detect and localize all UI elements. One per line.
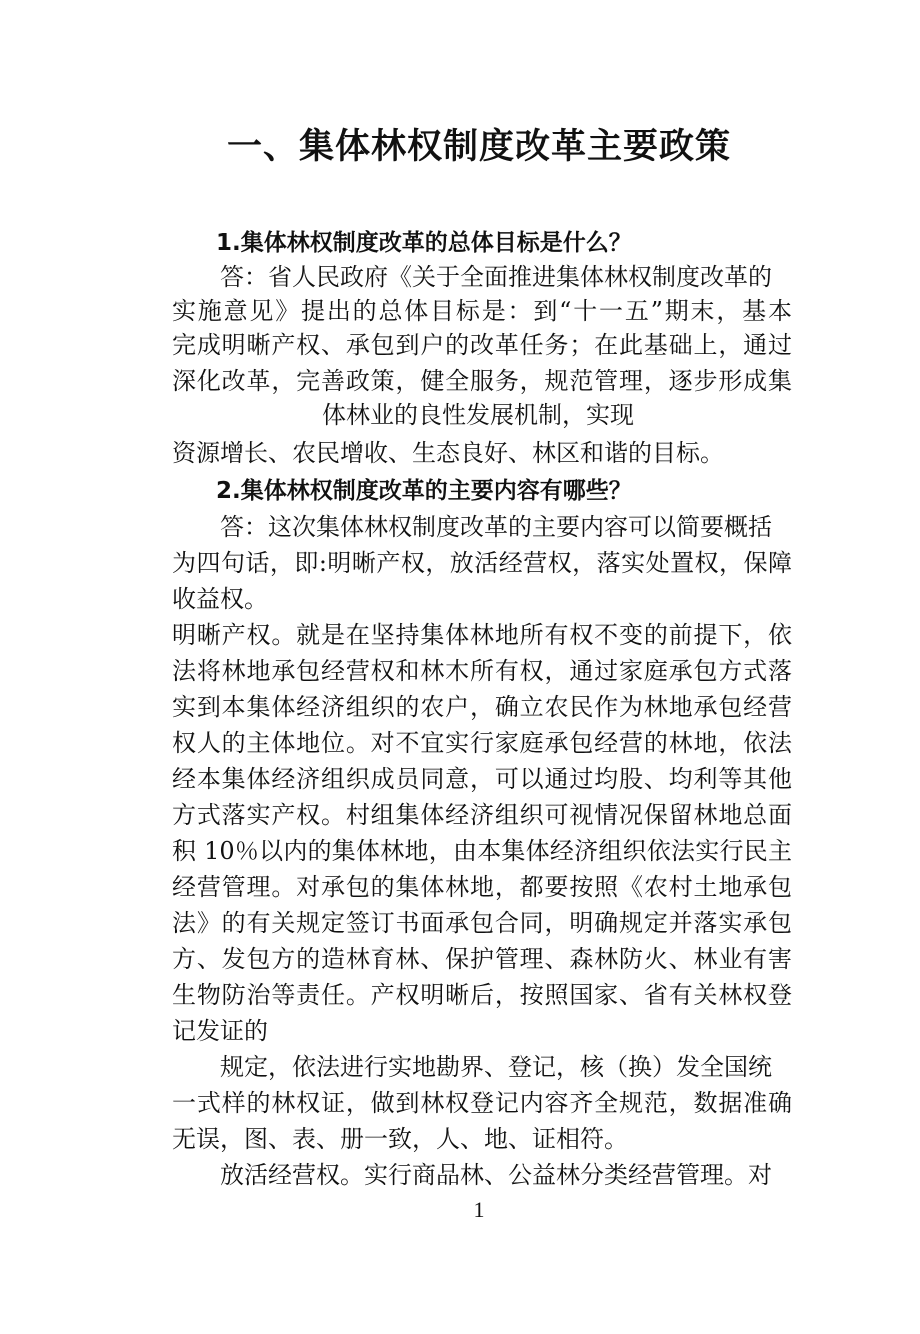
answer-2-line-3: 收益权。: [172, 585, 268, 613]
answer-2-line-1: 答：这次集体林权制度改革的主要内容可以简要概括: [220, 513, 772, 541]
body-line-9: 法》的有关规定签订书面承包合同，明确规定并落实承包: [172, 909, 792, 937]
body-line-3: 实到本集体经济组织的农户，确立农民作为林地承包经营: [172, 693, 792, 721]
body-line-12: 记发证的: [172, 1017, 268, 1045]
answer-2-line-2: 为四句话，即:明晰产权，放活经营权，落实处置权，保障: [172, 549, 792, 577]
answer-1-line-1: 答：省人民政府《关于全面推进集体林权制度改革的: [220, 263, 772, 291]
answer-1-line-6: 资源增长、农民增收、生态良好、林区和谐的目标。: [172, 439, 724, 467]
body-line-13: 规定，依法进行实地勘界、登记，核（换）发全国统: [220, 1053, 772, 1081]
body-line-16: 放活经营权。实行商品林、公益林分类经营管理。对: [220, 1161, 772, 1189]
body-line-1: 明晰产权。就是在坚持集体林地所有权不变的前提下，依: [172, 621, 792, 649]
body-line-5: 经本集体经济组织成员同意，可以通过均股、均利等其他: [172, 765, 792, 793]
body-line-14: 一式样的林权证，做到林权登记内容齐全规范，数据准确: [172, 1089, 792, 1117]
page-title: 一、集体林权制度改革主要政策: [226, 127, 731, 167]
question-1: 1.集体林权制度改革的总体目标是什么？: [216, 230, 632, 256]
body-line-11: 生物防治等责任。产权明晰后，按照国家、省有关林权登: [172, 981, 792, 1009]
body-line-8: 经营管理。对承包的集体林地，都要按照《农村土地承包: [172, 873, 792, 901]
body-line-4: 权人的主体地位。对不宜实行家庭承包经营的林地，依法: [172, 729, 792, 757]
question-2: 2.集体林权制度改革的主要内容有哪些？: [216, 478, 632, 504]
answer-1-line-4: 深化改革，完善政策，健全服务，规范管理，逐步形成集: [172, 367, 792, 395]
answer-1-line-5: 体林业的良性发展机制，实现: [322, 401, 634, 429]
body-line-15: 无误，图、表、册一致，人、地、证相符。: [172, 1125, 628, 1153]
answer-1-line-2: 实施意见》提出的总体目标是：到“十一五”期末，基本: [172, 297, 792, 325]
answer-1-line-3: 完成明晰产权、承包到户的改革任务；在此基础上，通过: [172, 331, 792, 359]
page-number: 1: [473, 1197, 485, 1222]
body-line-2: 法将林地承包经营权和林木所有权，通过家庭承包方式落: [172, 657, 792, 685]
body-line-10: 方、发包方的造林育林、保护管理、森林防火、林业有害: [172, 945, 792, 973]
body-line-6: 方式落实产权。村组集体经济组织可视情况保留林地总面: [172, 801, 792, 829]
body-line-7: 积 10％以内的集体林地，由本集体经济组织依法实行民主: [172, 837, 792, 865]
